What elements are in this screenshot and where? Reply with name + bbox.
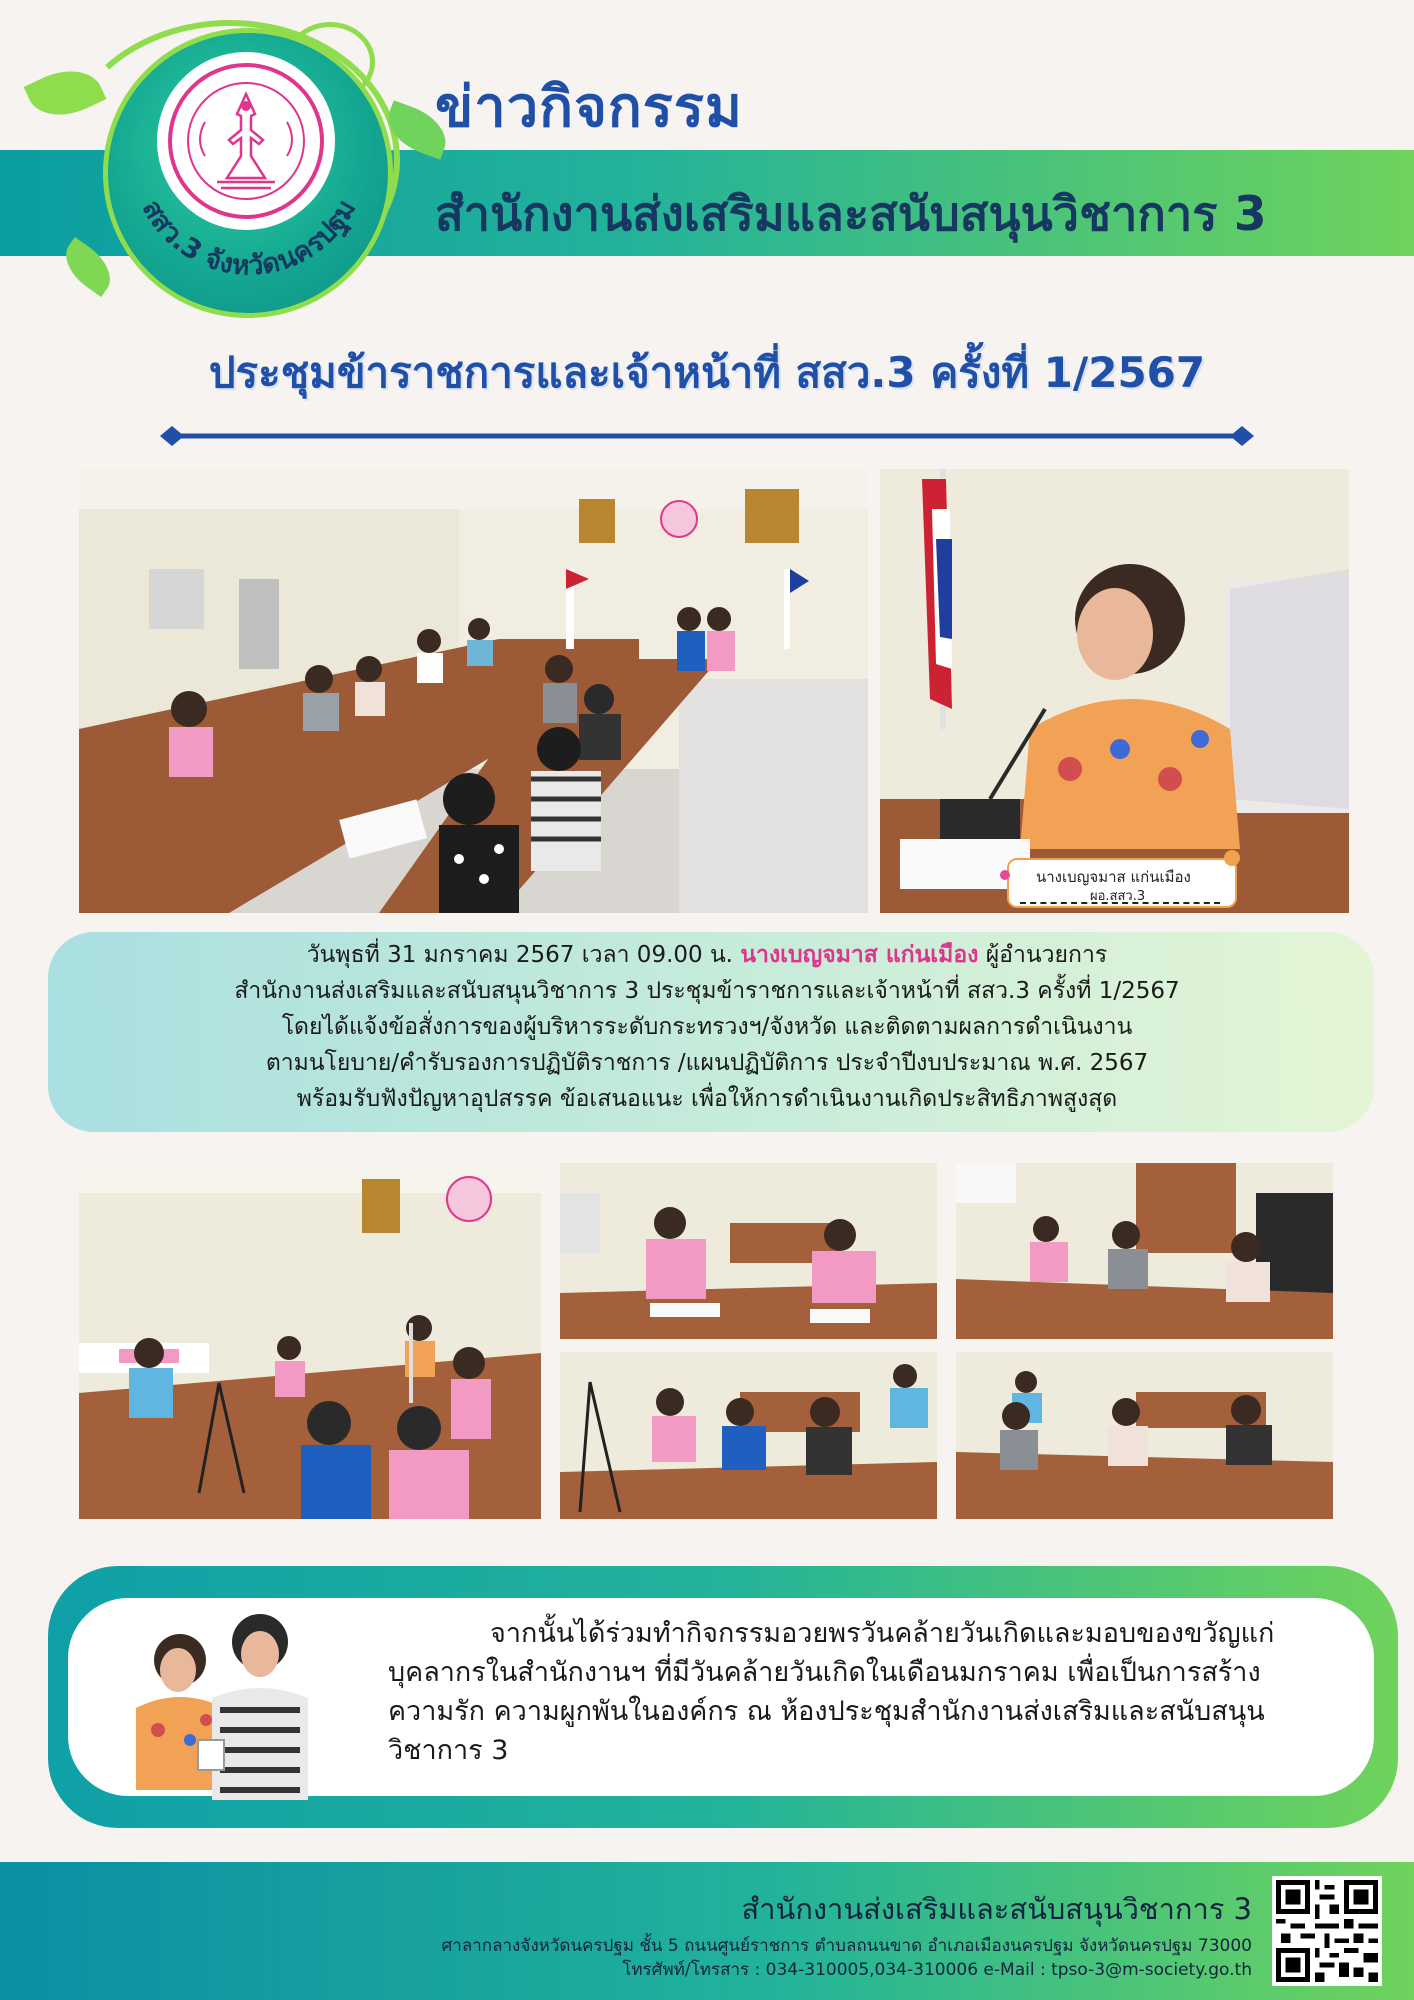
summary-line-5: พร้อมรับฟังปัญหาอุปสรรค ข้อเสนอแนะ เพื่อให้การดำเนินงานเกิดประสิทธิภาพสูงสุด <box>296 1086 1118 1112</box>
summary-line-2: สำนักงานส่งเสริมและสนับสนุนวิชาการ 3 ประชุมข้าราชการและเจ้าหน้าที่ สสว.3 ครั้งที่ 1/2567 <box>234 978 1180 1004</box>
emblem-label-arc <box>103 28 393 318</box>
svg-text:สสว.3 จังหวัดนครปฐม <box>136 195 363 282</box>
emblem-label: สสว.3 จังหวัดนครปฐม <box>135 194 363 282</box>
summary-line-3: โดยได้แจ้งข้อสั่งการของผู้บริหารระดับกระทรวงฯ/จังหวัด และติดตามผลการดำเนินงาน <box>281 1014 1133 1040</box>
activity-text: จากนั้นได้ร่วมทำกิจกรรมอวยพรวันคล้ายวันเกิดและมอบของขวัญแก่บุคลากรในสำนักงานฯ ที่มีวันคล้ายวันเกิดในเดือนมกราคม เพื่อเป็นการสร้างความรัก ความผูกพันในองค์กร ณ ห้องประชุมสำนักงานส่งเสริมและสนับสนุนวิชาการ 3 <box>388 1618 1275 1766</box>
qr-code-icon[interactable] <box>1272 1876 1382 1986</box>
meeting-room-photo <box>79 469 868 913</box>
office-title: สำนักงานส่งเสริมและสนับสนุนวิชาการ 3 <box>435 187 1267 242</box>
caption-dot-icon <box>1224 850 1240 866</box>
director-photo <box>880 469 1349 913</box>
summary-director-name: นางเบญจมาส แก่นเมือง <box>740 942 979 968</box>
gallery-photo <box>560 1352 937 1519</box>
gallery-photo-wide <box>79 1163 541 1519</box>
caption-dot-icon <box>1000 870 1010 880</box>
title-divider <box>160 426 1254 446</box>
caption-name: นางเบญจมาส แก่นเมือง <box>1036 868 1191 886</box>
footer-office-name: สำนักงานส่งเสริมและสนับสนุนวิชาการ 3 <box>741 1892 1252 1926</box>
summary-date: วันพุธที่ 31 มกราคม 2567 เวลา 09.00 น. <box>306 942 733 968</box>
caption-role: ผอ.สสว.3 <box>1090 889 1146 904</box>
meeting-title: ประชุมข้าราชการและเจ้าหน้าที่ สสว.3 ครั้งที่ 1/2567 <box>208 348 1206 397</box>
footer-address: ศาลากลางจังหวัดนครปฐม ชั้น 5 ถนนศูนย์ราชการ ตำบลถนนขาด อำเภอเมืองนครปฐม จังหวัดนครปฐม 73000 <box>441 1936 1252 1956</box>
summary-line-1 <box>100 937 1314 973</box>
birthday-gift-photo <box>110 1590 330 1806</box>
summary-director-role: ผู้อำนวยการ <box>985 942 1108 968</box>
gallery-photo <box>956 1163 1333 1339</box>
summary-line-4: ตามนโยบาย/คำรับรองการปฏิบัติราชการ /แผนปฏิบัติการ ประจำปีงบประมาณ พ.ศ. 2567 <box>265 1050 1149 1076</box>
caption-dash-line <box>1020 902 1220 904</box>
summary-text <box>100 937 1314 1117</box>
gallery-photo <box>560 1163 937 1339</box>
news-title: ข่าวกิจกรรม <box>435 75 743 140</box>
footer-contact: โทรศัพท์/โทรสาร : 034-310005,034-310006 e-Mail : tpso-3@m-society.go.th <box>622 1960 1252 1980</box>
gallery-photo <box>956 1352 1333 1519</box>
